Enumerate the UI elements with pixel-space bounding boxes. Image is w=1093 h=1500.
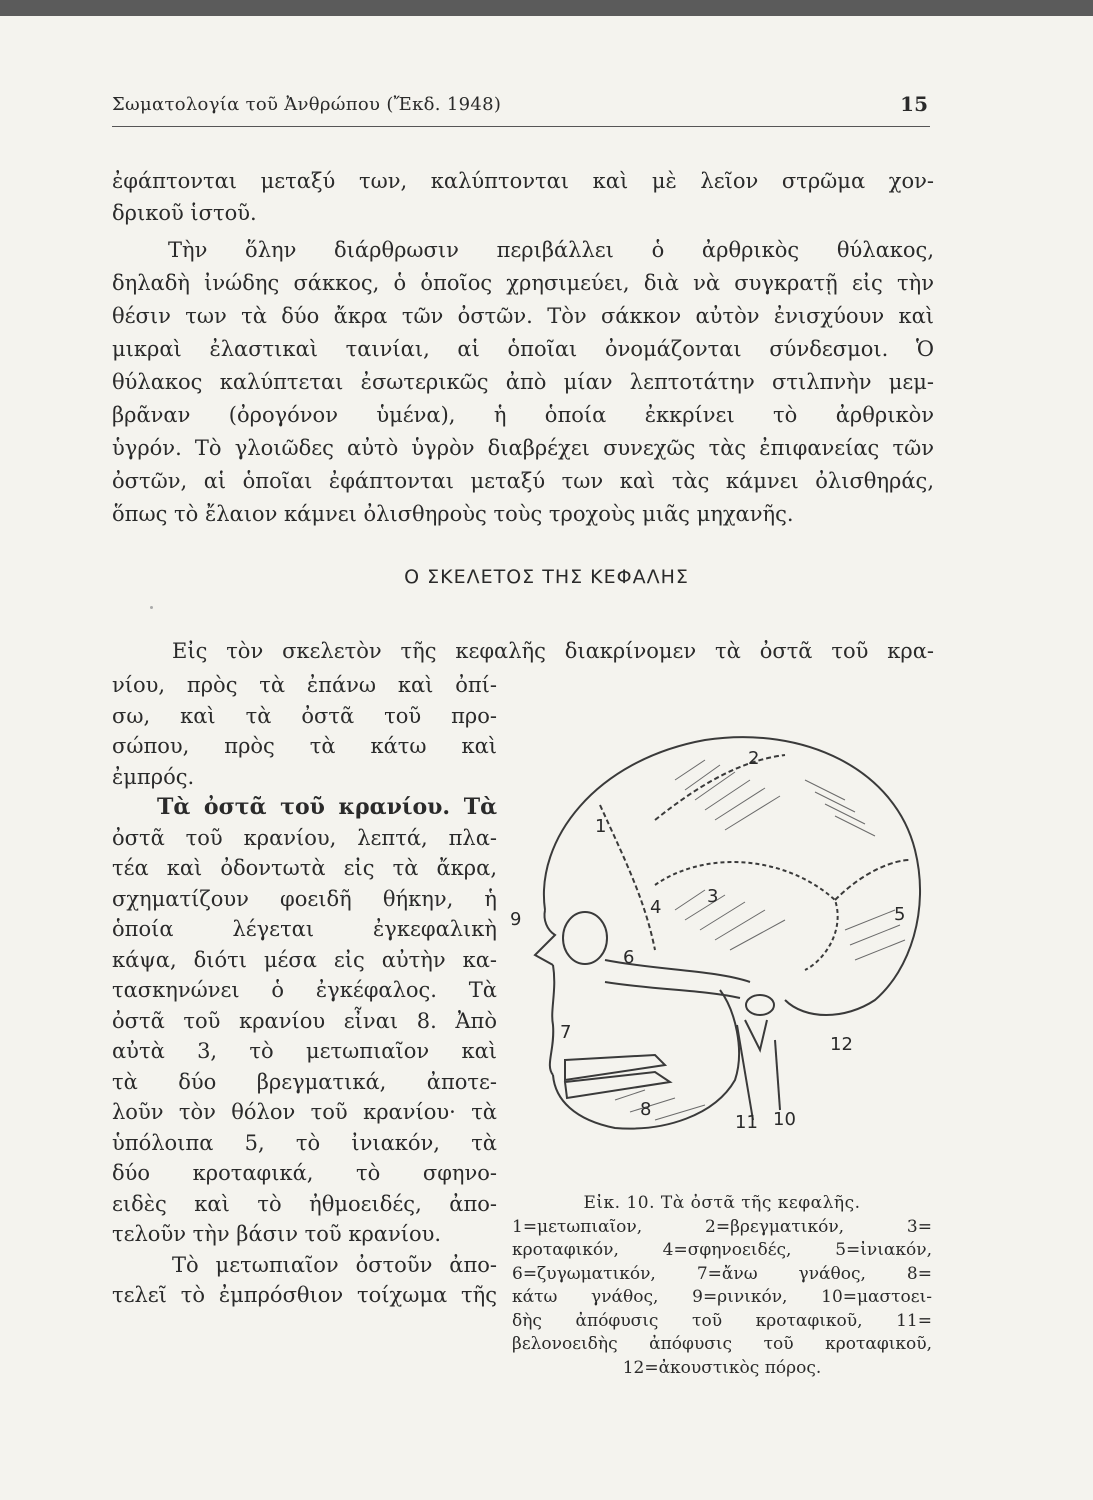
figure-label: 6 (623, 947, 635, 968)
body-line: θύλακος καλύπτεται ἐσωτερικῶς ἀπὸ μίαν λεπτοτάτην στιλπνὴν μεμ- (112, 370, 934, 394)
body-line: θέσιν των τὰ δύο ἄκρα τῶν ὀστῶν. Τὸν σάκκον αὐτὸν ἐνισχύουν καὶ (112, 304, 934, 328)
figure-label: 5 (894, 904, 906, 925)
column-line: τελοῦν τὴν βάσιν τοῦ κρανίου. (112, 1222, 442, 1246)
column-line: νίου, πρὸς τὰ ἐπάνω καὶ ὀπί- (112, 673, 497, 697)
running-title: Σωματολογία τοῦ Ἀνθρώπου (Ἔκδ. 1948) (112, 94, 502, 115)
column-line: τὰ δύο βρεγματικά, ἀποτε- (112, 1069, 497, 1094)
column-line: σώπου, πρὸς τὰ κάτω καὶ (112, 734, 497, 758)
figure-label: 11 (735, 1112, 758, 1133)
body-line: ὑγρόν. Τὸ γλοιῶδες αὐτὸ ὑγρὸν διαβρέχει συνεχῶς τὰς ἐπιφανείας τῶν (112, 436, 934, 460)
figure-label: 8 (640, 1099, 652, 1120)
figure-label: 10 (773, 1109, 796, 1130)
intro-line: Εἰς τὸν σκελετὸν τῆς κεφαλῆς διακρίνομεν τὰ ὀστᾶ τοῦ κρα- (172, 639, 934, 663)
caption-line: δὴς ἀπόφυσις τοῦ κροταφικοῦ, 11= (512, 1310, 932, 1331)
column-line: τασκηνώνει ὁ ἐγκέφαλος. Τὰ (112, 978, 497, 1002)
caption-title: Εἰκ. 10. Τὰ ὀστᾶ τῆς κεφαλῆς. (583, 1193, 861, 1213)
figure-label: 4 (650, 897, 662, 918)
body-line: ὅπως τὸ ἔλαιον κάμνει ὀλισθηροὺς τοὺς τροχοὺς μιᾶς μηχανῆς. (112, 502, 794, 526)
body-line: ὀστῶν, αἱ ὁποῖαι ἐφάπτονται μεταξύ των καὶ τὰς κάμνει ὀλισθηράς, (112, 469, 934, 493)
figure-label: 9 (510, 909, 522, 930)
subsection-line: Τὰ ὀστᾶ τοῦ κρανίου. Τὰ (157, 794, 497, 820)
caption-line: κροταφικόν, 4=σφηνοειδές, 5=ἰνιακόν, (512, 1240, 932, 1260)
column-line: σω, καὶ τὰ ὀστᾶ τοῦ προ- (112, 703, 497, 728)
column-line: ὑπόλοιπα 5, τὸ ἰνιακόν, τὰ (112, 1130, 497, 1155)
figure-caption (512, 1192, 932, 1380)
left-column (112, 670, 497, 1311)
page-number: 15 (900, 92, 928, 116)
figure-label: 12 (830, 1034, 853, 1055)
column-line: τελεῖ τὸ ἐμπρόσθιον τοίχωμα τῆς (112, 1283, 497, 1307)
running-header (112, 92, 930, 127)
column-line: ὀστᾶ τοῦ κρανίου εἶναι 8. Ἀπὸ (112, 1008, 497, 1033)
body-line: μικραὶ ἐλαστικαὶ ταινίαι, αἱ ὁποῖαι ὀνομάζονται σύνδεσμοι. Ὁ (112, 337, 934, 361)
body-line: δηλαδὴ ἰνώδης σάκκος, ὁ ὁποῖος χρησιμεύει, διὰ νὰ συγκρατῇ εἰς τὴν (112, 271, 934, 295)
column-line: κάψα, διότι μέσα εἰς αὐτὴν κα- (112, 947, 497, 972)
column-line: τέα καὶ ὀδοντωτὰ εἰς τὰ ἄκρα, (112, 856, 497, 880)
column-line: λοῦν τὸν θόλον τοῦ κρανίου· τὰ (112, 1100, 497, 1124)
column-line: ὁποία λέγεται ἐγκεφαλικὴ (112, 917, 497, 941)
caption-line: βελονοειδὴς ἀπόφυσις τοῦ κροταφικοῦ, (512, 1334, 932, 1354)
caption-line: 12=ἀκουστικὸς πόρος. (622, 1357, 822, 1378)
skull-diagram-icon (505, 720, 935, 1140)
body-line: ἐφάπτονται μεταξύ των, καλύπτονται καὶ μὲ λεῖον στρῶμα χον- (112, 169, 934, 193)
body-line: Τὴν ὅλην διάρθρωσιν περιβάλλει ὁ ἀρθρικὸς θύλακος, (168, 238, 934, 262)
figure-label: 7 (560, 1022, 572, 1043)
caption-line: 6=ζυγωματικόν, 7=ἄνω γνάθος, 8= (512, 1263, 932, 1284)
figure-label: 3 (707, 886, 719, 907)
scan-speck (150, 606, 153, 609)
column-line: σχηματίζουν φοειδῆ θήκην, ἡ (112, 886, 497, 911)
caption-line: κάτω γνάθος, 9=ρινικόν, 10=μαστοει- (512, 1287, 932, 1307)
caption-line: 1=μετωπιαῖον, 2=βρεγματικόν, 3= (512, 1216, 932, 1237)
column-line: αὐτὰ 3, τὸ μετωπιαῖον καὶ (112, 1039, 497, 1063)
column-line: ἐμπρός. (112, 764, 195, 789)
scan-top-edge (0, 0, 1093, 16)
figure-label: 1 (595, 816, 607, 837)
column-line: ὀστᾶ τοῦ κρανίου, λεπτά, πλα- (112, 825, 497, 850)
column-line: δύο κροταφικά, τὸ σφηνο- (112, 1161, 497, 1185)
section-heading: Ο ΣΚΕΛΕΤΟΣ ΤΗΣ ΚΕΦΑΛΗΣ (404, 566, 689, 588)
column-line: ειδὲς καὶ τὸ ἠθμοειδές, ἀπο- (112, 1191, 497, 1216)
body-line: βρᾶναν (ὀρογόνον ὑμένα), ἡ ὁποία ἐκκρίνει τὸ ἀρθρικὸν (112, 403, 934, 427)
body-line: δρικοῦ ἱστοῦ. (112, 201, 257, 225)
figure-label: 2 (748, 748, 760, 769)
column-line: Τὸ μετωπιαῖον ὀστοῦν ἀπο- (172, 1252, 497, 1277)
